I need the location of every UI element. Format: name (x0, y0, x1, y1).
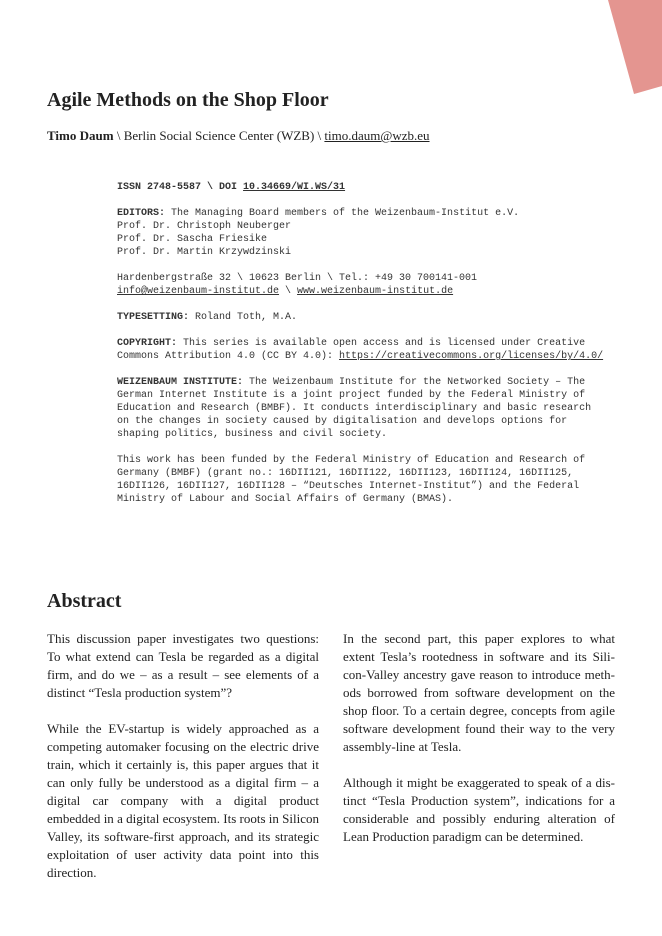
institute-email-link[interactable]: info@weizenbaum-institut.de (117, 286, 280, 297)
editor-name: Prof. Dr. Christoph Neuberger (117, 221, 292, 232)
separator: \ (279, 286, 298, 297)
institute-line: German Internet Institute is a joint project funded by the Federal Ministry of (117, 390, 586, 401)
editors-block (117, 207, 622, 259)
abstract-column-right (343, 630, 615, 864)
copyright-block (117, 337, 622, 363)
institute-line: shaping politics, business and civil society. (117, 429, 388, 440)
address-line: Hardenbergstraße 32 \ 10623 Berlin \ Tel.: +49 30 700141-001 (117, 273, 478, 284)
funding-line: 16DII126, 16DII127, 16DII128 – “Deutsches Internet-Institut”) and the Federal (117, 481, 580, 492)
typesetting-label: TYPESETTING: (117, 312, 190, 323)
address-block (117, 272, 622, 298)
license-link[interactable]: https://creativecommons.org/licenses/by/4.0/ (339, 351, 604, 362)
funding-line: Germany (BMBF) (grant no.: 16DII121, 16DII122, 16DII123, 16DII124, 16DII125, (117, 468, 574, 479)
abstract-column-left (47, 630, 319, 900)
corner-accent-shape (608, 0, 662, 94)
copyright-text-2: Commons Attribution 4.0 (CC BY 4.0): (117, 351, 340, 362)
funding-line: Ministry of Labour and Social Affairs of Germany (BMAS). (117, 494, 454, 505)
abstract-paragraph: In the second part, this paper explores to what extent Tesla’s rootedness in software and its Silicon-Valley ancestry gave reason to introduce methods borrowed from software development on the shop floor. To a certain degree, concepts from agile software development found their way to the very assembly-line at Tesla. (343, 631, 615, 754)
typesetting-block (117, 311, 622, 324)
editors-text: The Managing Board members of the Weizenbaum-Institut e.V. (165, 208, 520, 219)
typesetting-text: Roland Toth, M.A. (189, 312, 298, 323)
author-email-link[interactable]: timo.daum@wzb.eu (324, 128, 430, 143)
corner-decoration (608, 0, 662, 94)
editor-name: Prof. Dr. Martin Krzywdzinski (117, 247, 292, 258)
abstract-paragraph: This discussion paper investigates two questions: To what extend can Tesla be regarded as a digital firm, and do we – as a result – see elements of a distinct “Tesla production system”? (47, 631, 319, 700)
publication-info (117, 181, 622, 519)
editor-name: Prof. Dr. Sascha Friesike (117, 234, 268, 245)
editors-label: EDITORS: (117, 208, 166, 219)
abstract-paragraph: Although it might be exaggerated to speak of a distinct “Tesla Production system”, indications for a considerable and possibly enduring alteration of Lean Production paradigm can be determined. (343, 775, 615, 844)
copyright-text: This series is available open access and is licensed under Creative (177, 338, 586, 349)
author-name: Timo Daum (47, 128, 114, 143)
funding-block (117, 454, 622, 506)
institute-label: WEIZENBAUM INSTITUTE: (117, 377, 244, 388)
copyright-label: COPYRIGHT: (117, 338, 178, 349)
author-affiliation: \ Berlin Social Science Center (WZB) \ (113, 128, 325, 143)
doi-link[interactable]: 10.34669/WI.WS/31 (243, 182, 346, 193)
abstract-heading: Abstract (47, 590, 122, 612)
issn-block (117, 181, 622, 194)
institute-text: The Weizenbaum Institute for the Networked Society – The (243, 377, 586, 388)
paper-title: Agile Methods on the Shop Floor (47, 89, 329, 111)
abstract-paragraph: While the EV-startup is widely approached as a competing automaker focusing on the electric drive train, which it certainly is, this paper argues that it can only fully be understood as a digital firm – a digital car company with a digital product embedded in a digital ecosystem. Its roots in Silicon Valley, its software-first approach, and its strategic exploitation of user activity data point into this direction. (47, 721, 319, 880)
institute-website-link[interactable]: www.weizenbaum-institut.de (297, 286, 454, 297)
institute-line: on the changes in society caused by digitalisation and develops options for (117, 416, 568, 427)
institute-block (117, 376, 622, 441)
author-byline (47, 128, 430, 144)
funding-line: This work has been funded by the Federal Ministry of Education and Research of (117, 455, 586, 466)
institute-line: Education and Research (BMBF). It conducts interdisciplinary and basic research (117, 403, 592, 414)
issn-text: ISSN 2748-5587 \ DOI (117, 182, 244, 193)
